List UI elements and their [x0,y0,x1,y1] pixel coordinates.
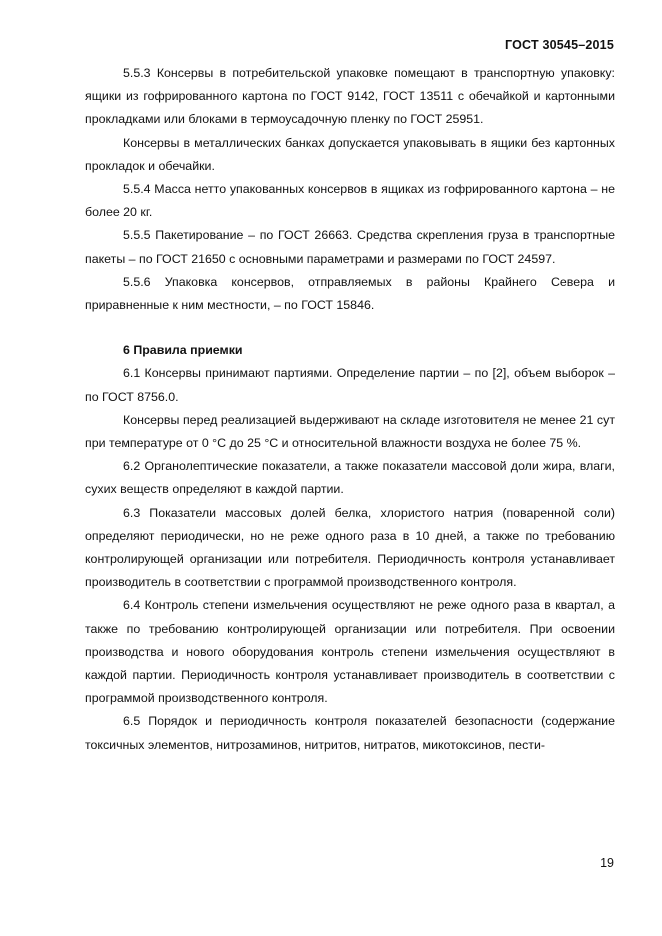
paragraph-5-5-4: 5.5.4 Масса нетто упакованных консервов в ящиках из гофрированного картона – не более 20 кг. [85,182,615,220]
document-body [85,62,615,757]
document-code-header: ГОСТ 30545–2015 [505,38,614,52]
paragraph-6-5: 6.5 Порядок и периодичность контроля показателей безопасности (содержание токсичных элементов, нитрозаминов, нитритов, нитратов, микотоксинов, пести- [85,714,615,752]
paragraph-5-5-6: 5.5.6 Упаковка консервов, отправляемых в районы Крайнего Севера и приравненные к ним местности, – по ГОСТ 15846. [85,274,615,313]
paragraph-6-1: 6.1 Консервы принимают партиями. Определение партии – по [2], объем выборок – по ГОСТ 8756.0. [85,366,615,404]
paragraph-storage: Консервы перед реализацией выдерживают на складе изготовителя не менее 21 сут при температуре от 0 °С до 25 °С и относительной влажности воздуха не более 75 %. [85,412,615,451]
paragraph-6-2: 6.2 Органолептические показатели, а также показатели массовой доли жира, влаги, сухих веществ определяют в каждой партии. [85,459,615,497]
page-number: 19 [600,856,614,870]
paragraph-6-4: 6.4 Контроль степени измельчения осуществляют не реже одного раза в квартал, а также по требованию контролирующей организации или потребителя. При освоении производства и нового оборудования контроль степени измельчения осуществляют в каждой партии. Периодичность контроля устанавливает производитель в соответствии с программой производственного контроля. [85,598,615,706]
paragraph-5-5-5: 5.5.5 Пакетирование – по ГОСТ 26663. Средства скрепления груза в транспортные пакеты – по ГОСТ 21650 с основными параметрами и размерами по ГОСТ 24597. [85,228,615,266]
paragraph-6-3: 6.3 Показатели массовых долей белка, хлористого натрия (поваренной соли) определяют периодически, но не реже одного раза в 10 дней, а также по требованию контролирующей организации или потребителя. Периодичность контроля устанавливает производитель в соответствии с программой производственного контроля. [85,505,615,590]
paragraph-metal-cans: Консервы в металлических банках допускается упаковывать в ящики без картонных прокладок и обечайки. [85,135,615,173]
paragraph-5-5-3: 5.5.3 Консервы в потребительской упаковке помещают в транспортную упаковку: ящики из гофрированного картона по ГОСТ 9142, ГОСТ 13511 с обечайкой и картонными прокладками или блоками в термоусадочную пленку по ГОСТ 25951. [85,66,615,127]
section-heading: 6 Правила приемки [123,343,243,358]
